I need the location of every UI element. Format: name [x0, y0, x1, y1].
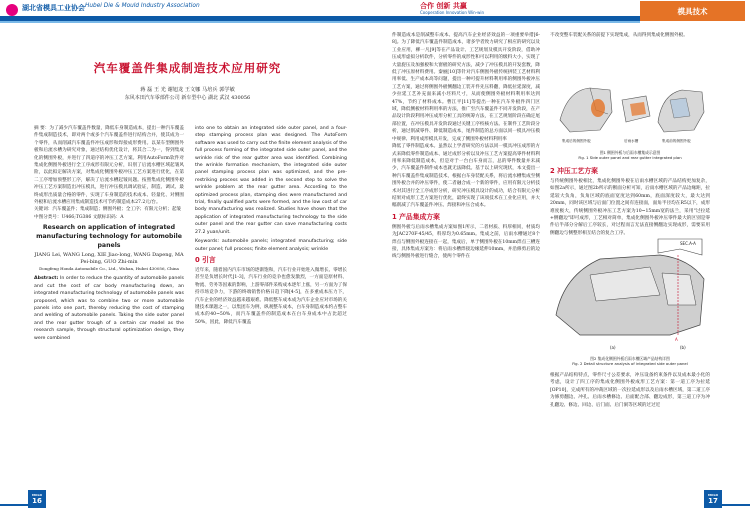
figure-1-caption	[550, 150, 710, 161]
paper-authors: 蒋 磊 王 光 谢旭龙 王文娜 马培兵 郭学敏	[140, 87, 235, 93]
section-0-text: 近年来，随着国内汽车市场的逐渐饱和，汽车行业开始进入微增长、零增长甚至是负增长时代[1-3]，汽车行业的竞争也愈发激烈，一方面是原材料、物流、劳务等因素的影响，上游零部件采购成本逐年上涨，另一方面为了保持市场竞争力，下游的终端销售价格日趋下降[4-5]，在多重成本压力下，汽车企业的经济效益越来越艰难。降低整车成本成为汽车企业应对市场的关键技术课题之一，以集团车为例，纵观整车成本，白车身制造成本约占整车成本的40~50%，而汽车覆盖件的制造成本在白车身成本中占比超过50%，因此，降低汽车覆盖	[195, 267, 347, 325]
figure-1-panel-right	[658, 90, 704, 132]
figure-1-panel-left	[560, 88, 612, 132]
figure-1-panel-mid	[622, 96, 650, 122]
right-footer-line	[720, 504, 750, 506]
section-2-text: 与传统侧围外板相比，集成化侧围外板在后雨水槽区域的产品结构更加复杂，如图2a所示，通过图2b所示的断面分析可知，后雨水槽区域的产品边缘距，拉延较大负角，负角区域的底面宽度达到60mm，底面深度较大，最大达到20mm，同时该区域与后面门位置之间有连接面，面角半径均在R5以下，成形难度极大，传统侧围外板冲压工艺方案为10~15mm宽的法兰，采用"过拉延+侧翻边"即可成形，工艺相对简单，集成化侧围外板冲压零件最大的区别是零件后半部分分解后工序较长，对过程而言无法直接侧翻边实现成形，需要采用侧翻边与侧整形相互结合的复合工序。	[550, 179, 710, 236]
figure-1-label-0: 集成后的侧围外板	[562, 139, 591, 143]
slogan-en: Cooperation Innovation Win-win	[420, 10, 485, 15]
header-bar-accent	[0, 21, 375, 23]
journal-logo	[6, 4, 18, 16]
left-footer-line	[0, 504, 30, 506]
header-bar-right-accent	[375, 21, 640, 23]
abstract-en-part1	[34, 275, 184, 342]
paper-authors-en: JIANG Lei, WANG Long, XIE Jiao-long, WANG Dapeng, MA Pei-bing, GUO Zhi-min	[34, 252, 184, 266]
figure-2-car-body	[556, 255, 704, 335]
figure-2-label-marker: A	[675, 337, 678, 342]
right-page	[375, 0, 750, 512]
section-1-title: 1 产品集成方案	[392, 212, 440, 221]
figure-2-caption	[550, 356, 710, 367]
figure-2-caption-en: Fig. 2 Detail structure analysis of integrated side outer panel	[572, 361, 688, 367]
left-column-1	[34, 125, 184, 503]
figure-2-label-b: (b)	[680, 345, 686, 350]
section-0-title: 0 引言	[195, 255, 216, 264]
figure-2	[550, 235, 710, 355]
paper-title: 汽车覆盖件集成制造技术应用研究	[93, 61, 282, 75]
figure-1-label-2: 集成前的侧围外板	[662, 139, 691, 143]
paper-affiliation-en: Dongfeng Honda Automobile Co., Ltd., Wuhan, Hubei 430056, China	[39, 266, 179, 272]
body-text-col4b: 根据产品结构特点，零件尺寸公差要求，冲压设备约束条件以及成本最小化的考虑，设计了四工序的集成化侧围外板成形工艺方案：第一道工序为拉延[OP10]，完成所有的冲裁区域的一次拉延成形以及后雨水槽区域，第二道工序为修剪翻边、冲孔、后雨水槽修边、后面配合部、翻边成形，第三道工序为冲孔翻边、修边、回边、后门面、后门洞等区域的过过近	[550, 373, 710, 408]
body-text-col3: 件制造成本是削减整车成本、提高汽车企业经济效益的一项重要举措[6-8]。为了降低汽车覆盖件制造成本，诸多学者致力研究了相应的研究以及工业应用，柳一凡[9]等在产品设计、工艺规划及模具开发阶段，借助冲压成形虚拟分析软件，分析零件的成形性和可以利用的级料大小，实现了大量旋压及加强板和大窗板的研究方法，减少了冲压模具的开发套数，降低了冲压原材料费用。秦丽[10]等针对汽车侧围外板传统拼装工艺材料利用率低、生产成本高等问题，提出一种可提升材料利用率的侧围外板冲压工艺方案，通过将侧围外板侧翻边工装开件先压料翻，降低拉延深度，减少拉延工艺补充面来减小坯料尺寸，从而使侧围外板材料利用率达到47%，节约了材料成本。曹江平[11]等提出一种在汽车外板件四门区域，降低侧板材料利用率的方法，推广至汽车覆盖件不同开发阶段，在产品设计阶段利用冲压成形分析工具的统筹方法，在工艺规划阶段在确定尾部位置，在冲压模具开发阶段通过关键工序校核方法。在制件工艺阶段分析，通过削减零件、降低制造成本，尾件制造的总方面以同一模具冲压模中规律、利用成形模具开发，完成了侧围外板材料利用率	[392, 33, 540, 142]
left-page-number-text: 16	[32, 497, 42, 505]
figure-1-label-1: 后雨水槽	[624, 139, 639, 143]
paper-affiliation: 东风本田汽车零部件公司 新车型中心 湖北 武汉 430056	[124, 95, 251, 101]
right-header	[375, 0, 750, 24]
keywords-en: Keywords: automobile panels; integrated manufacturing; side outer panel; full process; finite element analysis; wrinkle	[195, 239, 347, 252]
figure-1	[550, 60, 710, 148]
right-page-label: MOLD	[708, 493, 718, 497]
left-header	[0, 0, 375, 24]
slogan: 合作 创新 共赢	[420, 1, 467, 10]
left-page-number	[28, 490, 46, 508]
figure-2-label-section: SEC.A-A	[680, 241, 696, 246]
left-column-2	[195, 125, 347, 503]
right-column-2-top	[550, 32, 710, 56]
keywords-cn: 关键词：汽车覆盖件；集成制造；侧围外板；全工序；有限元分析；起皱	[34, 207, 182, 213]
right-page-number-text: 17	[708, 497, 718, 505]
figure-1-caption-en: Fig. 1 Side outer panel and rear gutter integrated plan	[578, 155, 682, 161]
right-column-2-bottom	[550, 372, 710, 502]
abstract-en-part2: into one to obtain an integrated side outer panel, and a four-step stamping process plan was designed. The AutoForm software was used to carry out the finite element analysis of the full process forming of the integrated side outer panel, and the wrinkle risk of the rear gutter area was identified. Combining the wrinkle formation mechanism, the integrated side outer panel stamping process plan was optimized, and the pre-restriking process was added in the second step to solve the wrinkle problem at the rear gutter area. According to the optimized process plan, stamping dies were manufactured and trial, finally qualified parts were formed, and the low cost of car body manufacturing was realized. Studies have shown that the application of integrated manufacturing technology to the side outer panel and the rear gutter can save manufacturing costs 27.2 yuan/unit.	[195, 126, 347, 235]
left-page-label: MOLD	[32, 493, 42, 497]
clc-code: 中图分类号：U466;TG386 文献标识码：A	[34, 214, 124, 220]
right-page-number	[704, 490, 722, 508]
body-text-col4: 不改变整车装配关系的前提下实现集成，从而得到集成化侧围外板。	[550, 33, 688, 38]
figure-2-label-a: (a)	[610, 345, 616, 350]
journal-title-en: Hubei Die & Mould Industry Association	[85, 3, 200, 9]
abstract-en-label: Abstract:	[34, 276, 59, 282]
section-1-text: 侧围外板与后雨水槽集成方案如图1所示，二者材质、料厚相同，材质均为JAC270F-45/45，料厚均为0.65mm。集成之前，后雨水槽通过8个焊点与侧围外板连接在一起，集成后，单于侧围外板在10mm焊点三槽连接，具体集成方案为：将后雨水槽焊接边缘延伸10mm，并沿修剪后的边线与侧围外板进行缝合，使两个零件在	[392, 224, 540, 260]
journal-title: 湖北省模具工业协会	[22, 4, 85, 12]
section-2-title: 2 冲压工艺方案	[550, 167, 598, 175]
abstract-cn: 摘 要：为了减少汽车覆盖件数量，降低车身制造成本，提出一种汽车覆盖件集成制造技术，即对两个或多个汽车覆盖件进行结构合并，使其成为一个零件，从而削减汽车覆盖件冲压成形和焊接成形费用。以某车型侧围外板和后流水槽为研究对象，通过结构优化设计，将其合二为一，得到集成化的侧围外板，并进行了四道序的冲压工艺方案。利用AutoForm软件对集成化侧围外板进行全工序成形有限元分析，识别了后流水槽区域起皱风险，以此拟定解决方案，对集成化侧围外板冲压工艺方案进行优化，在第二工序增加预整形工序，解决了后流水槽起皱问题。按照集成化侧围外板冲压工艺方案制造出冲压模具，进行冲压模具调试验证，制造、调试、最终成形出质量合格的零件，实现了车身制造的技术成本、轻量化、对侧围外板和后流水槽应用集成制造技术可节约制造成本27.2元/台。	[34, 126, 184, 206]
right-column-1	[392, 32, 540, 502]
abstract-en-text-1: In order to reduce the quantity of automobile panels and cut the cost of car body manufacturing down, an integrated manufacturing technology of automobile panels was proposed, which was to combine two or more automobile panels into one part, thereby reducing the cost of stamping and welding of automobile panels. Taking the side outer panel and the rear gutter trough of a certain car model as the research sample, through structural optimization design, they were combined	[34, 276, 184, 341]
paper-title-en: Research on application of integrated manufacturing technology for automobile panels	[36, 224, 182, 250]
figure-2-caption-cn: 图2 集成化侧围外板后雨水槽区域产品结构详图	[590, 356, 670, 361]
figure-1-caption-cn: 图1 侧围外板与后雨水槽集成示意图	[599, 150, 661, 155]
body-text-col3b: 降低了零件制造成本。虽然以上学者研究的方法以同一模具冲压成形的方式来降低零件制造成本、通过成形分析以及冲压工艺方案提高零件材料利用率来降低制造成本，但是对于一台白车身而言，总的零件数量并未减少，汽车覆盖件制件成本也就无法降低。基于以上研究现状，本文提出一种汽车覆盖件集成制造技术，根据白车身装配关系，将后流水槽集成至侧围外板合并的冲压零件，使二者融合成一个新的零件，应用有限元分析技术对其进行全工序成形分析，研究冲压模具设计的成功，结合有限元分析结果对成形工艺方案进行优化，最终实现了该项技术在工业化应用，并大幅削减了汽车覆盖件冲压、焊接和冲压合成本。	[392, 144, 540, 209]
section-tab: 模具技术	[640, 1, 745, 21]
